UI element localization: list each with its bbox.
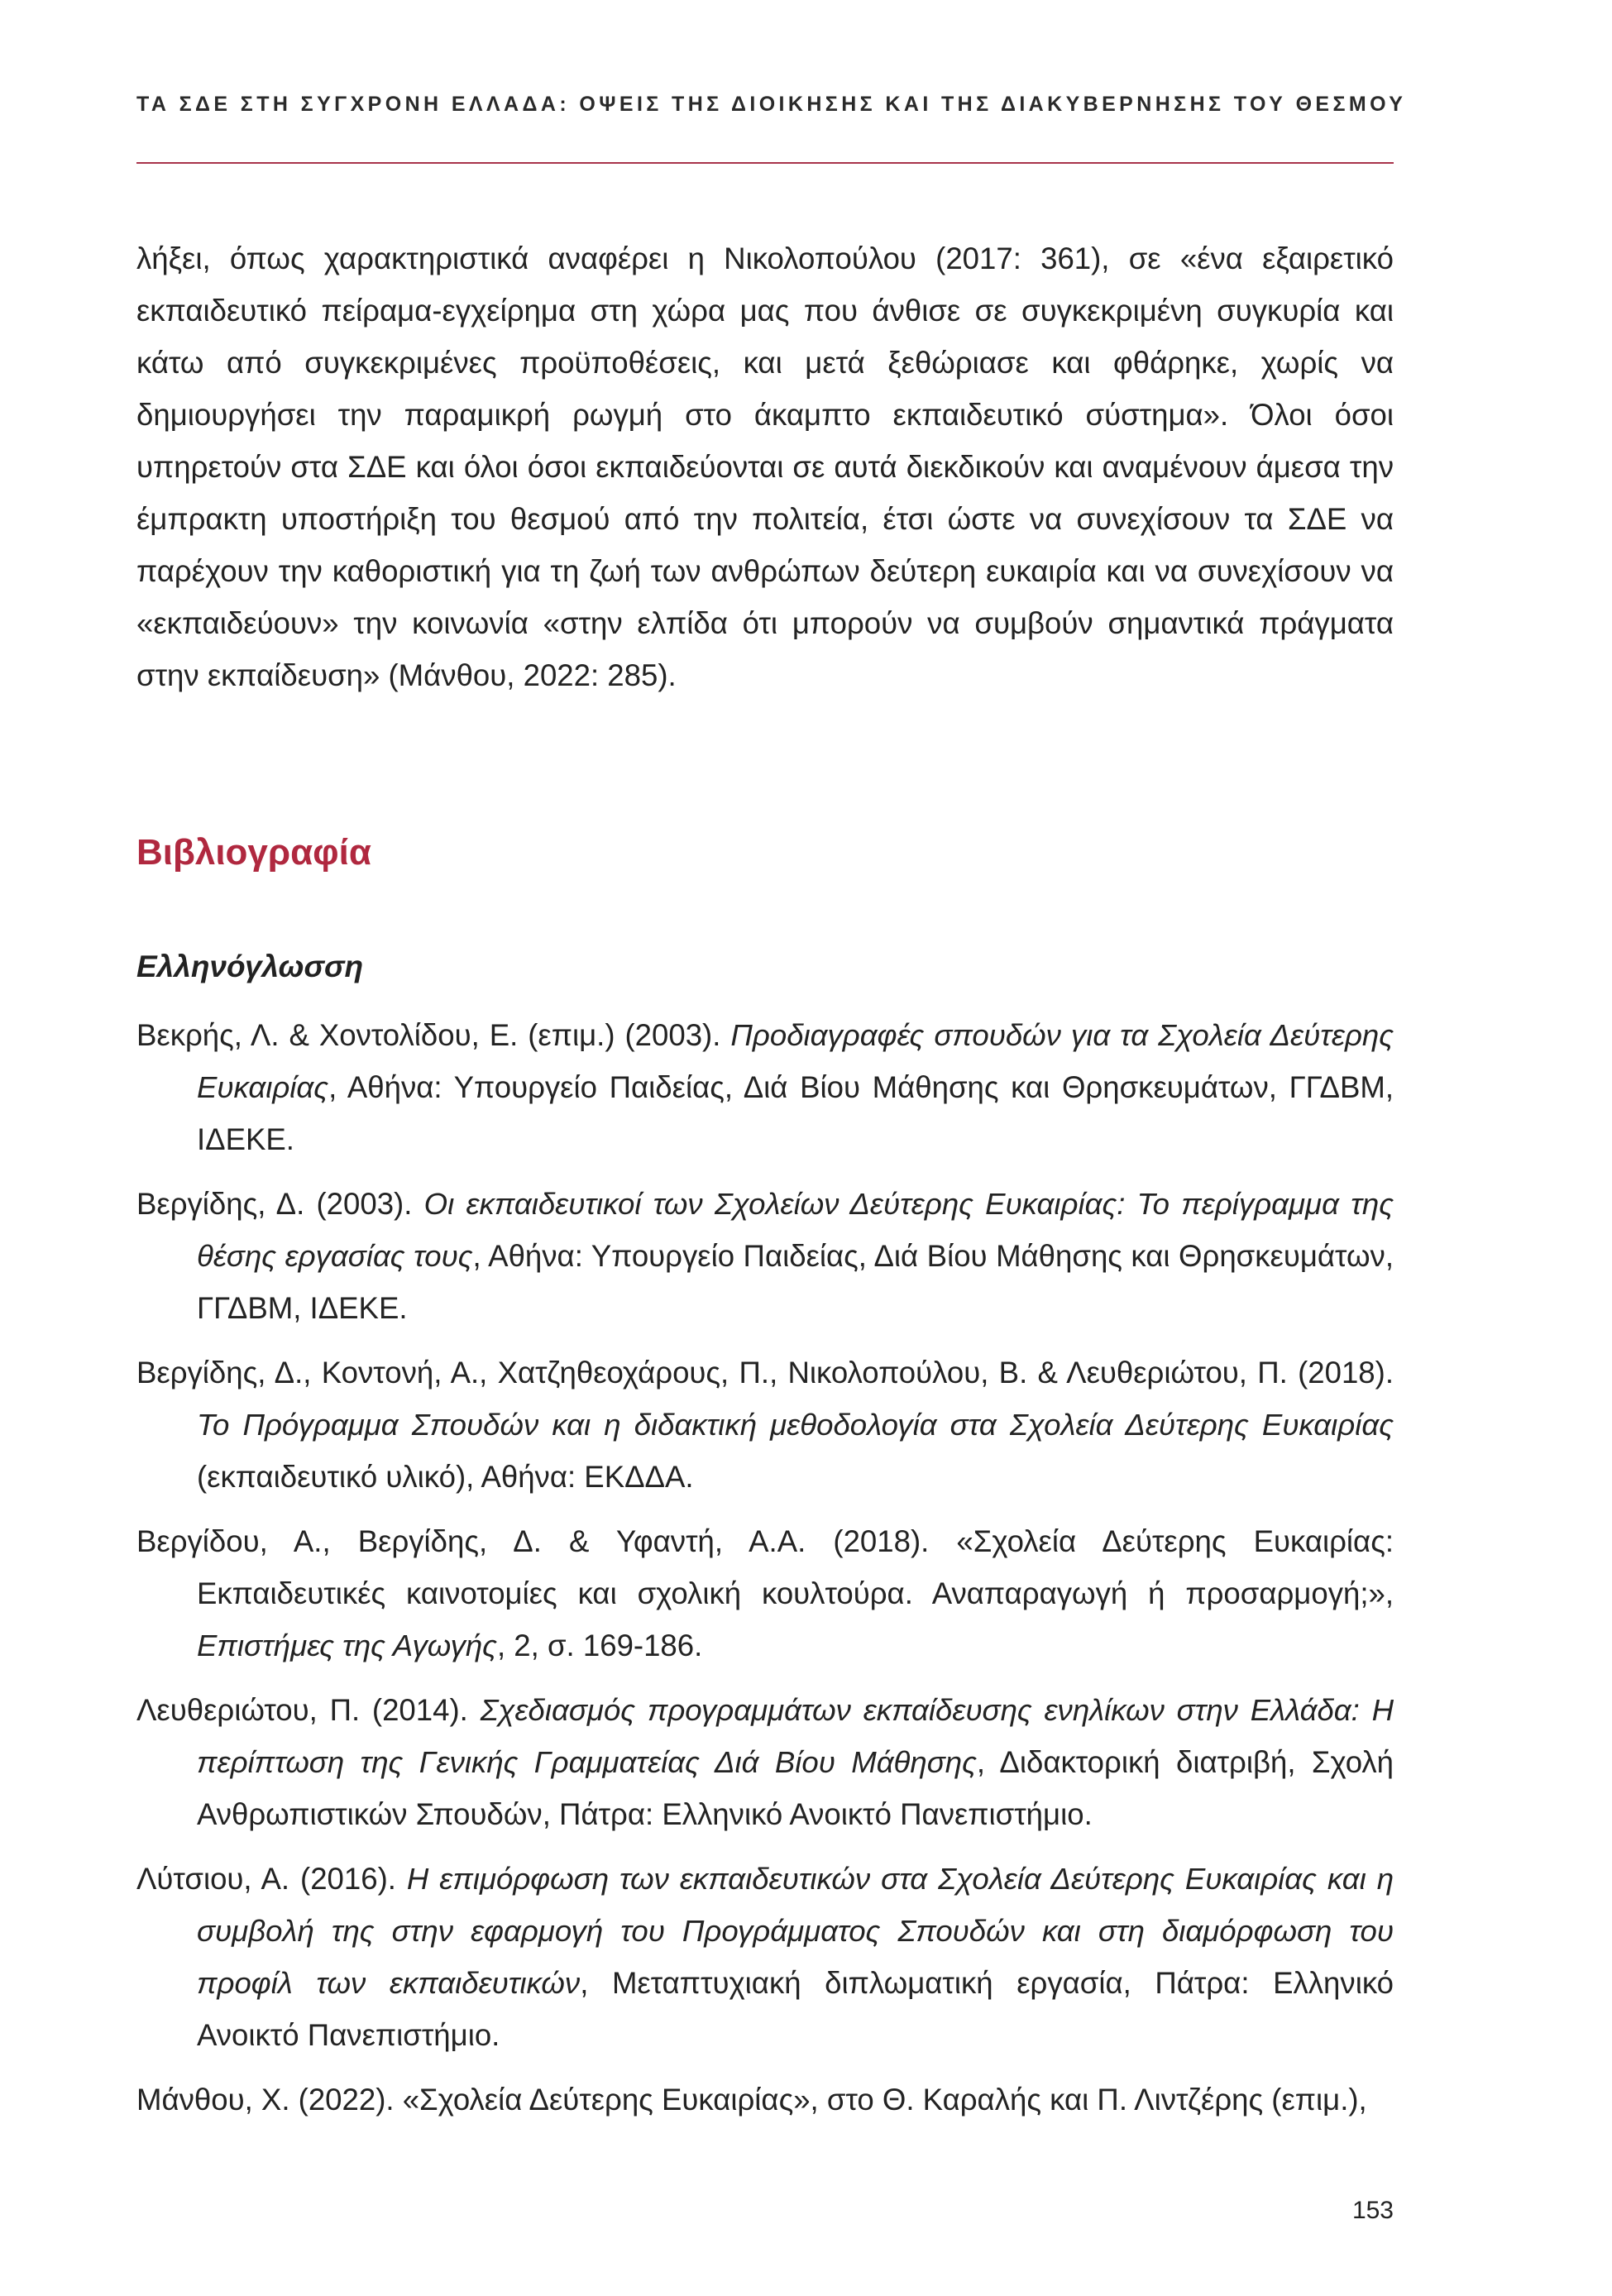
reference-details: , Αθήνα: Υπουργείο Παιδείας, Διά Βίου Μάθησης και Θρησκευμάτων, ΓΓΔΒΜ, ΙΔΕΚΕ. [197, 1070, 1394, 1156]
body-paragraph: λήξει, όπως χαρακτηριστικά αναφέρει η Νικολοπούλου (2017: 361), σε «ένα εξαιρετικό εκπαιδευτικό πείραμα-εγχείρημα στη χώρα μας που άνθισε σε συγκεκριμένη συγκυρία και κάτω από συγκεκριμένες προϋποθέσεις, και μετά ξεθώριασε και φθάρηκε, χωρίς να δημιουργήσει την παραμικρή ρωγμή στο άκαμπτο εκπαιδευτικό σύστημα». Όλοι όσοι υπηρετούν στα ΣΔΕ και όλοι όσοι εκπαιδεύονται σε αυτά διεκδικούν και αναμένουν άμεσα την έμπρακτη υποστήριξη του θεσμού από την πολιτεία, έτσι ώστε να συνεχίσουν τα ΣΔΕ να παρέχουν την καθοριστική για τη ζωή των ανθρώπων δεύτερη ευκαιρία και να συνεχίσουν να «εκπαιδεύουν» την κοινωνία «στην ελπίδα ότι μπορούν να συμβούν σημαντικά πράγματα στην εκπαίδευση» (Μάνθου, 2022: 285). [136, 242, 1394, 692]
reference-authors: Βεργίδης, Δ., Κοντονή, Α., Χατζηθεοχάρους, Π., Νικολοπούλου, Β. & Λευθεριώτου, Π. (2018). [136, 1356, 1394, 1390]
reference-title: Προδιαγραφές σπουδών για τα Σχολεία Δεύτερης Ευκαιρίας [197, 1018, 1394, 1104]
reference-item [136, 1515, 1394, 1672]
header-divider [136, 162, 1394, 164]
reference-title: Επιστήμες της Αγωγής [197, 1629, 497, 1662]
running-header: ΤΑ ΣΔΕ ΣΤΗ ΣΥΓΧΡΟΝΗ ΕΛΛΑΔΑ: ΟΨΕΙΣ ΤΗΣ ΔΙΟΙΚΗΣΗΣ ΚΑΙ ΤΗΣ ΔΙΑΚΥΒΕΡΝΗΣΗΣ ΤΟΥ ΘΕΣΜΟΥ [136, 93, 1407, 116]
reference-title: Οι εκπαιδευτικοί των Σχολείων Δεύτερης Ευκαιρίας: Το περίγραμμα της θέσης εργασίας τους [197, 1187, 1394, 1273]
reference-title: Το Πρόγραμμα Σπουδών και η διδακτική μεθοδολογία στα Σχολεία Δεύτερης Ευκαιρίας [197, 1408, 1394, 1442]
reference-details: , Διδακτορική διατριβή, Σχολή Ανθρωπιστικών Σπουδών, Πάτρα: Ελληνικό Ανοικτό Πανεπιστήμιο. [197, 1745, 1394, 1831]
reference-item [136, 1853, 1394, 2061]
bibliography-heading: Βιβλιογραφία [136, 832, 371, 873]
reference-details: , Μεταπτυχιακή διπλωματική εργασία, Πάτρα: Ελληνικό Ανοικτό Πανεπιστήμιο. [197, 1966, 1394, 2052]
reference-authors: Βεκρής, Λ. & Χοντολίδου, Ε. (επιμ.) (2003). [136, 1018, 731, 1052]
reference-title: Σχεδιασμός προγραμμάτων εκπαίδευσης ενηλίκων στην Ελλάδα: Η περίπτωση της Γενικής Γραμματείας Διά Βίου Μάθησης [197, 1693, 1394, 1779]
reference-item [136, 1178, 1394, 1334]
page-number: 153 [1351, 2197, 1394, 2224]
reference-item [136, 2074, 1394, 2126]
reference-authors: Λευθεριώτου, Π. (2014). [136, 1693, 481, 1727]
reference-details: , 2, σ. 169-186. [496, 1629, 703, 1662]
reference-item [136, 1009, 1394, 1165]
greek-sources-subheading: Ελληνόγλωσση [136, 949, 364, 983]
reference-details: (εκπαιδευτικό υλικό), Αθήνα: ΕΚΔΔΑ. [197, 1460, 694, 1494]
reference-authors: Βεργίδης, Δ. (2003). [136, 1187, 424, 1221]
reference-list [136, 1009, 1394, 2138]
reference-details: , Αθήνα: Υπουργείο Παιδείας, Διά Βίου Μάθησης και Θρησκευμάτων, ΓΓΔΒΜ, ΙΔΕΚΕ. [197, 1239, 1394, 1325]
reference-title: Η επιμόρφωση των εκπαιδευτικών στα Σχολεία Δεύτερης Ευκαιρίας και η συμβολή της στην εφαρμογή του Προγράμματος Σπουδών και στη διαμόρφωση του προφίλ των εκπαιδευτικών [197, 1862, 1394, 2000]
reference-authors: Λύτσιου, Α. (2016). [136, 1862, 407, 1896]
reference-authors: Μάνθου, Χ. (2022). «Σχολεία Δεύτερης Ευκαιρίας», στο Θ. Καραλής και Π. Λιντζέρης (επιμ.), [136, 2083, 1367, 2117]
reference-item [136, 1684, 1394, 1840]
reference-authors: Βεργίδου, Α., Βεργίδης, Δ. & Υφαντή, Α.Α. (2018). «Σχολεία Δεύτερης Ευκαιρίας: Εκπαιδευτικές καινοτομίες και σχολική κουλτούρα. Αναπαραγωγή ή προσαρμογή;», [136, 1524, 1394, 1610]
reference-item [136, 1347, 1394, 1503]
